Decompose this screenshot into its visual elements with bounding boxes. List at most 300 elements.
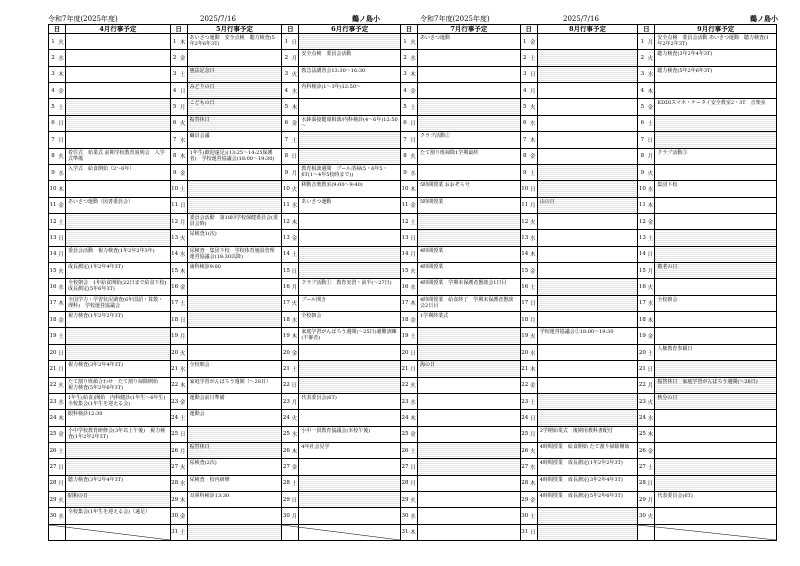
day-row bbox=[401, 345, 520, 361]
event-text bbox=[299, 508, 400, 523]
weekday: 木 bbox=[57, 181, 66, 196]
weekday: 日 bbox=[646, 247, 655, 262]
day-number: 24 bbox=[49, 414, 57, 421]
event-text bbox=[299, 492, 400, 507]
weekday: 火 bbox=[57, 492, 66, 507]
event-text bbox=[299, 361, 400, 376]
event-text: 振替休日 家庭学習がんばろう週間(～28日) bbox=[655, 378, 776, 393]
event-text bbox=[655, 247, 776, 262]
weekday: 水 bbox=[529, 230, 538, 245]
weekday: 月 bbox=[409, 132, 418, 147]
weekday: 金 bbox=[290, 230, 299, 245]
day-row bbox=[401, 247, 520, 263]
weekday: 水 bbox=[290, 83, 299, 98]
day-number: 12 bbox=[401, 218, 409, 225]
weekday: 木 bbox=[646, 198, 655, 213]
event-text bbox=[418, 443, 520, 458]
day-number: 15 bbox=[638, 267, 646, 274]
day-row bbox=[521, 50, 638, 66]
day-row bbox=[521, 165, 638, 181]
event-text: 尿検査 集団下校 学校体育施設管理運営協議会(18:30以降) bbox=[189, 247, 275, 260]
day-row bbox=[49, 50, 170, 66]
day-number: 7 bbox=[284, 136, 289, 143]
event-text: 秋分の日 bbox=[655, 394, 776, 409]
day-row bbox=[282, 508, 400, 524]
weekday: 土 bbox=[290, 476, 299, 491]
weekday: 金 bbox=[529, 34, 538, 49]
day-row bbox=[49, 181, 170, 197]
day-row bbox=[638, 149, 776, 165]
weekday: 火 bbox=[179, 459, 188, 474]
day-row bbox=[282, 247, 400, 263]
day-row bbox=[49, 198, 170, 214]
weekday: 土 bbox=[179, 67, 188, 82]
event-text bbox=[418, 476, 520, 491]
day-row bbox=[521, 99, 638, 115]
weekday: 金 bbox=[529, 263, 538, 278]
day-number: 1 bbox=[522, 38, 527, 45]
day-row bbox=[282, 67, 400, 83]
month-header bbox=[282, 25, 400, 34]
weekday: 月 bbox=[290, 50, 299, 65]
weekday: 月 bbox=[290, 279, 299, 294]
weekday: 土 bbox=[57, 328, 66, 343]
day-number: 9 bbox=[522, 169, 527, 176]
weekday: 水 bbox=[529, 459, 538, 474]
weekday: 水 bbox=[409, 50, 418, 65]
month-title: 6月行事予定 bbox=[331, 25, 369, 33]
event-text bbox=[299, 149, 400, 164]
event-text: 入学式 給食開始（2～6年） bbox=[68, 165, 135, 172]
day-number: 23 bbox=[401, 398, 409, 405]
day-row bbox=[401, 116, 520, 132]
day-number: 6 bbox=[172, 120, 177, 127]
day-row bbox=[401, 34, 520, 50]
event-text bbox=[188, 508, 282, 523]
day-number: 27 bbox=[171, 464, 179, 471]
day-number: 23 bbox=[49, 398, 57, 405]
weekday: 土 bbox=[290, 247, 299, 262]
weekday: 月 bbox=[529, 427, 538, 442]
header-left-title: 令和7年度(2025年度) bbox=[48, 15, 118, 23]
weekday: 金 bbox=[646, 443, 655, 458]
event-text bbox=[538, 263, 638, 278]
day-number: 19 bbox=[49, 333, 57, 340]
weekday: 火 bbox=[409, 34, 418, 49]
day-number: 29 bbox=[171, 496, 179, 503]
day-number: 28 bbox=[638, 480, 646, 487]
day-row bbox=[401, 149, 520, 165]
day-number: 31 bbox=[521, 529, 529, 536]
weekday: 月 bbox=[646, 492, 655, 507]
day-row bbox=[521, 296, 638, 312]
day-row bbox=[49, 149, 170, 165]
day-row bbox=[638, 378, 776, 394]
event-text bbox=[418, 67, 520, 82]
day-number: 5 bbox=[640, 104, 645, 111]
day-number: 29 bbox=[638, 496, 646, 503]
day-column-label: 日 bbox=[49, 25, 66, 33]
event-text bbox=[66, 181, 170, 196]
weekday: 月 bbox=[57, 476, 66, 491]
event-text: たて割り班掃除1学期最終 bbox=[420, 149, 479, 156]
day-row bbox=[638, 132, 776, 148]
weekday: 金 bbox=[409, 83, 418, 98]
day-row bbox=[49, 67, 170, 83]
weekday: 火 bbox=[646, 508, 655, 523]
day-row bbox=[49, 459, 170, 475]
weekday: 木 bbox=[529, 247, 538, 262]
event-text: 山の日 bbox=[538, 198, 638, 213]
weekday: 月 bbox=[179, 443, 188, 458]
day-row bbox=[521, 427, 638, 443]
event-text: 5時間授業 おおぞら号 bbox=[420, 182, 470, 189]
event-text bbox=[66, 345, 170, 360]
weekday: 月 bbox=[646, 263, 655, 278]
day-row bbox=[282, 476, 400, 492]
day-column-label: 日 bbox=[521, 25, 538, 33]
event-text: 運動会 bbox=[189, 411, 205, 418]
weekday: 月 bbox=[646, 149, 655, 164]
day-row bbox=[282, 83, 400, 99]
day-row bbox=[638, 165, 776, 181]
weekday: 日 bbox=[529, 525, 538, 540]
event-text bbox=[538, 410, 638, 425]
event-text bbox=[655, 116, 776, 131]
event-text bbox=[538, 345, 638, 360]
month-column bbox=[401, 25, 521, 540]
day-row bbox=[521, 476, 638, 492]
event-text bbox=[418, 508, 520, 523]
weekday: 火 bbox=[290, 296, 299, 311]
weekday: 金 bbox=[290, 116, 299, 131]
day-row bbox=[282, 443, 400, 459]
weekday: 月 bbox=[646, 378, 655, 393]
day-number: 14 bbox=[521, 251, 529, 258]
day-row bbox=[638, 279, 776, 295]
event-text bbox=[655, 410, 776, 425]
weekday: 日 bbox=[646, 476, 655, 491]
event-text bbox=[655, 525, 776, 540]
event-text: 全校朝会 1年給食開始(22日まで給食下校) 成長測定(5年6年3T) bbox=[68, 280, 172, 293]
day-number: 26 bbox=[401, 447, 409, 454]
weekday: 火 bbox=[409, 149, 418, 164]
event-text bbox=[538, 279, 638, 294]
event-text bbox=[66, 328, 170, 343]
event-text: 全校朝会 bbox=[189, 362, 210, 369]
day-row bbox=[171, 328, 282, 344]
day-number: 2 bbox=[172, 55, 177, 62]
day-row bbox=[282, 165, 400, 181]
day-number: 4 bbox=[172, 87, 177, 94]
weekday: 木 bbox=[409, 296, 418, 311]
event-text: 着任式 始業式 前期学校教育説明会 入学式準備 bbox=[68, 149, 165, 162]
event-text bbox=[538, 149, 638, 164]
month-title: 5月行事予定 bbox=[216, 25, 254, 33]
day-row bbox=[171, 378, 282, 394]
day-row bbox=[171, 132, 282, 148]
day-row bbox=[49, 83, 170, 99]
day-number: 21 bbox=[401, 365, 409, 372]
weekday: 土 bbox=[646, 230, 655, 245]
event-text bbox=[655, 165, 776, 180]
weekday: 水 bbox=[529, 345, 538, 360]
day-row bbox=[49, 230, 170, 246]
day-row bbox=[401, 296, 520, 312]
day-number: 3 bbox=[172, 71, 177, 78]
day-row bbox=[282, 34, 400, 50]
event-text bbox=[299, 345, 400, 360]
event-text: 4時間授業 給食開始 たて割り掃除開始 bbox=[539, 443, 630, 450]
day-number: 21 bbox=[49, 365, 57, 372]
day-row bbox=[401, 279, 520, 295]
weekday: 水 bbox=[529, 116, 538, 131]
weekday: 水 bbox=[179, 132, 188, 147]
day-row bbox=[171, 67, 282, 83]
month-header bbox=[638, 25, 776, 34]
day-row bbox=[638, 508, 776, 524]
day-number: 24 bbox=[521, 414, 529, 421]
day-number: 23 bbox=[171, 398, 179, 405]
event-text: 2学期始業式 後期用教科書配付 bbox=[539, 427, 613, 434]
event-text bbox=[655, 443, 776, 458]
event-text: 委員会活動 視力検査(1年2年2年3年) bbox=[68, 247, 155, 254]
day-number: 29 bbox=[401, 496, 409, 503]
weekday: 金 bbox=[57, 312, 66, 327]
event-text bbox=[66, 50, 170, 65]
day-number: 24 bbox=[401, 414, 409, 421]
event-text bbox=[66, 83, 170, 98]
day-number: 19 bbox=[171, 333, 179, 340]
event-text bbox=[538, 67, 638, 82]
weekday: 水 bbox=[290, 427, 299, 442]
day-row bbox=[171, 476, 282, 492]
weekday: 月 bbox=[290, 508, 299, 523]
month-column bbox=[521, 25, 639, 540]
day-row bbox=[401, 525, 520, 540]
day-number: 22 bbox=[49, 382, 57, 389]
weekday: 水 bbox=[57, 165, 66, 180]
event-text bbox=[66, 525, 170, 540]
day-row bbox=[638, 83, 776, 99]
day-number: 12 bbox=[49, 218, 57, 225]
event-text bbox=[418, 214, 520, 229]
weekday: 土 bbox=[409, 99, 418, 114]
weekday: 火 bbox=[290, 410, 299, 425]
day-row bbox=[282, 361, 400, 377]
day-row bbox=[521, 83, 638, 99]
weekday: 日 bbox=[529, 410, 538, 425]
day-number: 4 bbox=[403, 87, 407, 94]
day-number: 21 bbox=[282, 365, 290, 372]
day-row bbox=[638, 492, 776, 508]
day-row bbox=[521, 361, 638, 377]
day-number: 14 bbox=[171, 251, 179, 258]
day-number: 23 bbox=[638, 398, 646, 405]
event-text: KDDIスマホ・ケータイ安全教室2・3T 音楽室 bbox=[657, 100, 766, 107]
weekday: 木 bbox=[179, 149, 188, 164]
weekday: 土 bbox=[529, 394, 538, 409]
day-number: 5 bbox=[403, 104, 407, 111]
event-text: 家庭学習がんばろう週間(～25日)避難訓練(不審者) bbox=[301, 329, 397, 342]
event-text bbox=[188, 345, 282, 360]
day-number: 25 bbox=[49, 431, 57, 438]
day-row bbox=[282, 230, 400, 246]
event-text bbox=[299, 132, 400, 147]
day-number: 18 bbox=[171, 316, 179, 323]
weekday: 日 bbox=[290, 492, 299, 507]
day-number: 6 bbox=[51, 120, 55, 127]
day-row bbox=[171, 165, 282, 181]
weekday: 木 bbox=[409, 410, 418, 425]
weekday: 土 bbox=[646, 345, 655, 360]
event-text bbox=[299, 410, 400, 425]
day-row bbox=[49, 525, 170, 540]
weekday: 月 bbox=[179, 328, 188, 343]
weekday: 金 bbox=[179, 508, 188, 523]
weekday: 土 bbox=[57, 99, 66, 114]
event-text bbox=[538, 132, 638, 147]
day-number: 16 bbox=[49, 284, 57, 291]
event-text: 教育相談週間 プール清掃(5・6年5・6T(1～4年5校時まで)) bbox=[301, 165, 388, 178]
event-text bbox=[655, 476, 776, 491]
day-number: 31 bbox=[401, 529, 409, 536]
weekday: 月 bbox=[57, 361, 66, 376]
event-text: 代表委員会(6T) bbox=[301, 394, 337, 401]
day-number: 8 bbox=[522, 153, 527, 160]
event-text: 4年社会見学 bbox=[301, 443, 330, 450]
day-number: 1 bbox=[640, 38, 645, 45]
day-number: 23 bbox=[282, 398, 290, 405]
day-row bbox=[49, 132, 170, 148]
day-number: 30 bbox=[282, 513, 290, 520]
event-text: 4時間授業 給食終了 学期末保護者懇談会2日目 bbox=[420, 296, 514, 309]
day-number: 18 bbox=[282, 316, 290, 323]
day-row bbox=[521, 132, 638, 148]
weekday: 日 bbox=[646, 132, 655, 147]
day-column-label: 日 bbox=[401, 25, 418, 33]
day-number: 24 bbox=[638, 414, 646, 421]
day-row bbox=[171, 525, 282, 540]
day-number: 14 bbox=[282, 251, 290, 258]
day-number: 30 bbox=[49, 513, 57, 520]
weekday: 土 bbox=[57, 214, 66, 229]
day-row bbox=[282, 410, 400, 426]
event-text bbox=[299, 34, 400, 49]
event-text: 委員会活動 第18回学校保健委員会(委員会時) bbox=[189, 214, 278, 227]
day-row bbox=[401, 443, 520, 459]
event-text: 耳鼻科検診13:30 bbox=[189, 493, 230, 500]
day-row bbox=[638, 34, 776, 50]
day-number: 2 bbox=[403, 55, 407, 62]
day-row bbox=[49, 247, 170, 263]
day-row bbox=[638, 50, 776, 66]
day-number: 12 bbox=[282, 218, 290, 225]
day-number: 3 bbox=[403, 71, 407, 78]
weekday: 木 bbox=[179, 492, 188, 507]
day-number: 28 bbox=[49, 480, 57, 487]
day-row bbox=[521, 181, 638, 197]
event-text bbox=[299, 230, 400, 245]
day-row bbox=[401, 83, 520, 99]
day-row bbox=[638, 198, 776, 214]
day-number: 30 bbox=[401, 513, 409, 520]
weekday: 土 bbox=[646, 116, 655, 131]
weekday: 月 bbox=[529, 312, 538, 327]
day-row bbox=[521, 198, 638, 214]
weekday: 水 bbox=[646, 296, 655, 311]
event-text bbox=[418, 165, 520, 180]
event-text bbox=[418, 459, 520, 474]
weekday: 土 bbox=[409, 328, 418, 343]
weekday: 金 bbox=[409, 312, 418, 327]
weekday: 木 bbox=[529, 476, 538, 491]
event-text: 学校運営協議会②18:00～19:30 bbox=[539, 329, 614, 336]
weekday: 日 bbox=[529, 296, 538, 311]
event-text bbox=[655, 198, 776, 213]
day-number: 17 bbox=[171, 300, 179, 307]
weekday: 日 bbox=[409, 116, 418, 131]
day-number: 7 bbox=[172, 136, 177, 143]
event-text bbox=[538, 525, 638, 540]
weekday: 水 bbox=[290, 198, 299, 213]
event-text: 人権教育参観日 bbox=[657, 345, 693, 352]
day-row bbox=[638, 116, 776, 132]
weekday: 水 bbox=[409, 279, 418, 294]
event-text bbox=[538, 296, 638, 311]
event-text: 水鉢面接健康相談/内科検診(4～6年)12:50～ bbox=[301, 116, 398, 129]
event-text: 歯科検診9:00 bbox=[189, 264, 221, 271]
event-text: 視力検査(1年2年2年3T) bbox=[68, 313, 123, 320]
day-row bbox=[401, 394, 520, 410]
day-row bbox=[171, 312, 282, 328]
day-number: 25 bbox=[401, 431, 409, 438]
day-number: 12 bbox=[521, 218, 529, 225]
day-row bbox=[171, 214, 282, 230]
weekday: 木 bbox=[57, 410, 66, 425]
event-text bbox=[655, 83, 776, 98]
day-number: 17 bbox=[638, 300, 646, 307]
weekday: 月 bbox=[57, 132, 66, 147]
day-row bbox=[521, 410, 638, 426]
day-row bbox=[171, 492, 282, 508]
day-number: 3 bbox=[522, 71, 527, 78]
day-number: 7 bbox=[51, 136, 55, 143]
day-row bbox=[521, 116, 638, 132]
day-number: 11 bbox=[521, 202, 529, 209]
day-row bbox=[171, 459, 282, 475]
weekday: 土 bbox=[57, 443, 66, 458]
event-text bbox=[188, 198, 282, 213]
event-text bbox=[66, 459, 170, 474]
day-row bbox=[282, 492, 400, 508]
weekday: 月 bbox=[409, 361, 418, 376]
day-number: 24 bbox=[171, 414, 179, 421]
day-number: 12 bbox=[171, 218, 179, 225]
day-number: 16 bbox=[638, 284, 646, 291]
weekday: 火 bbox=[409, 492, 418, 507]
event-text: あいさつ運動 安全点検 聴力検査(5年2年6年3T) bbox=[189, 35, 275, 47]
day-number: 30 bbox=[521, 513, 529, 520]
event-text bbox=[299, 378, 400, 393]
event-text: 4時間授業 成長測定(5年2年6年3T) bbox=[539, 493, 623, 500]
event-text bbox=[418, 410, 520, 425]
day-row bbox=[171, 279, 282, 295]
day-row bbox=[49, 410, 170, 426]
event-text: 4時間授業 学期末保護者懇談会1日目 bbox=[420, 280, 507, 287]
event-text: 職員会議 bbox=[189, 133, 210, 140]
day-number: 16 bbox=[282, 284, 290, 291]
